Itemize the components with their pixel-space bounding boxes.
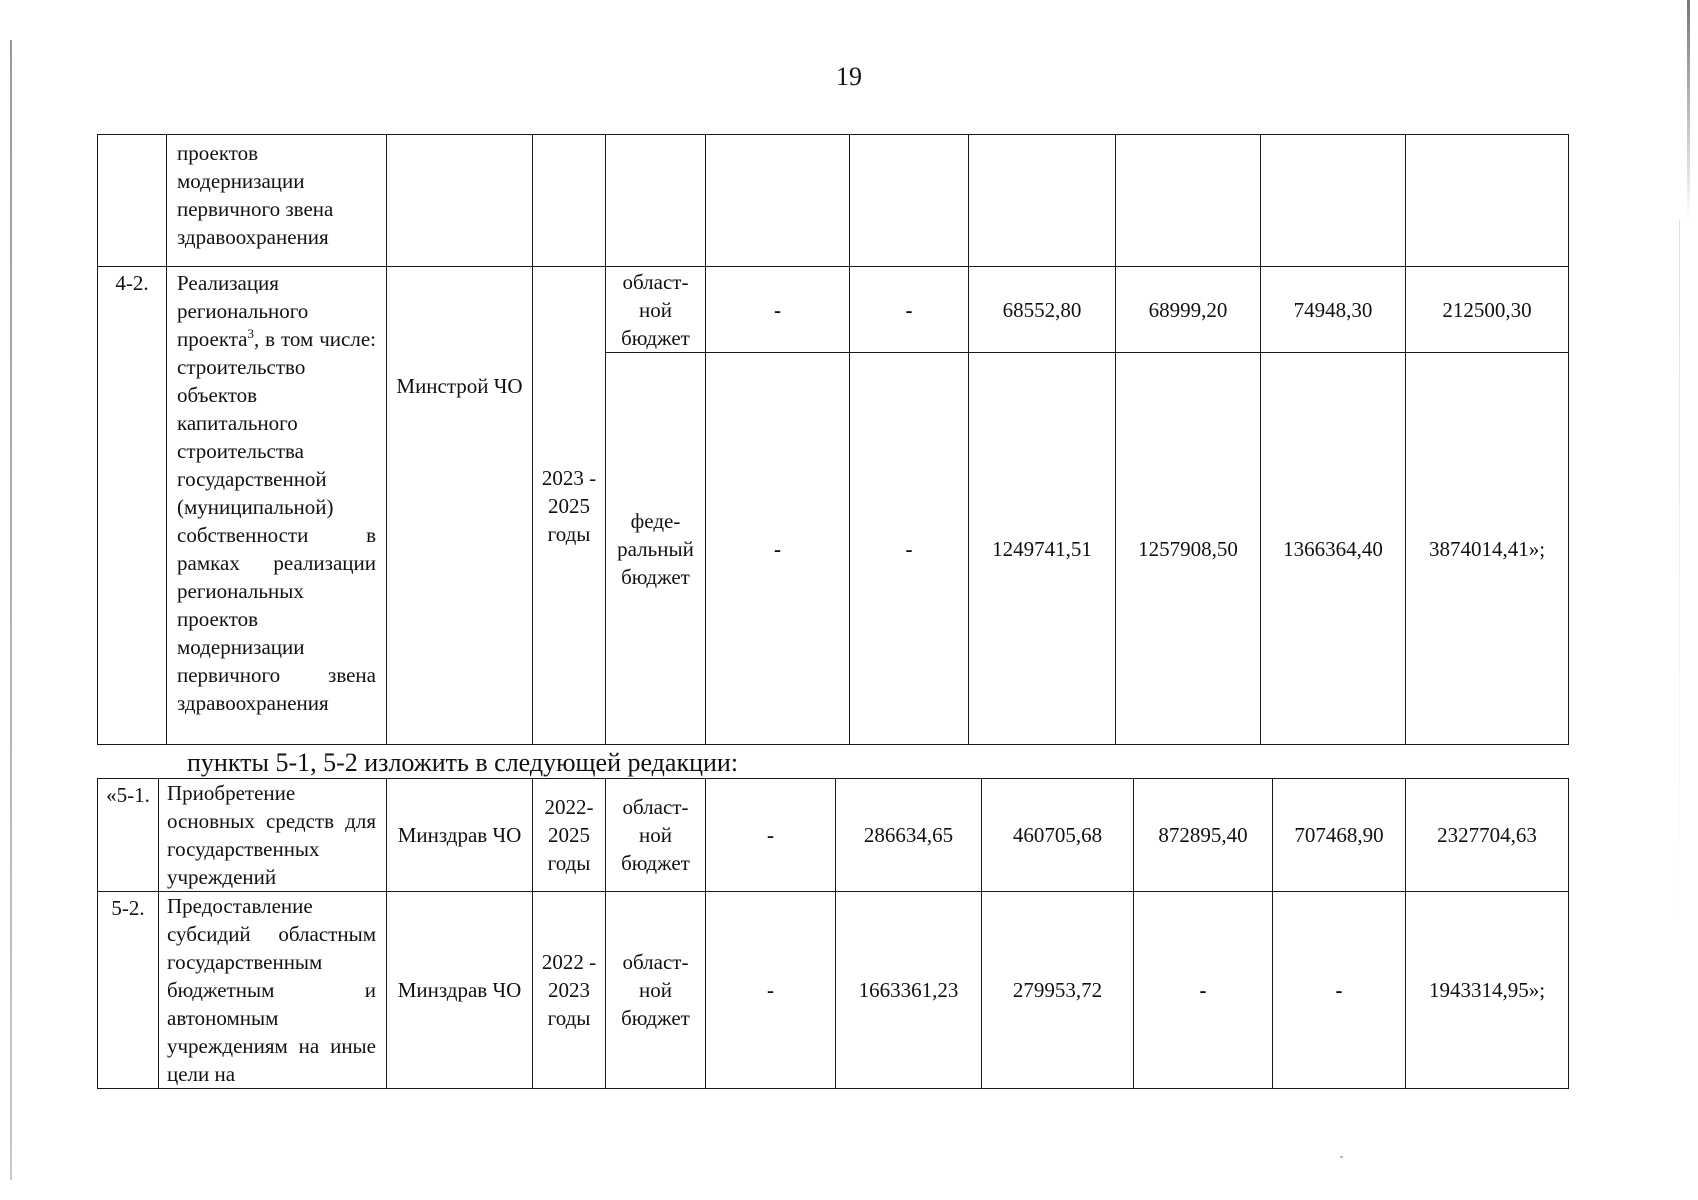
cell-name: Реализация регионального проекта$^3$, в том числе: строительство объектов капитального строительства государственной (муниципальной) собственности в рамках реализации региональных проектов модернизации первичного звена здравоохранения xyxy=(167,267,387,745)
table-row-continuation xyxy=(98,135,1569,267)
cell-num: «5-1. xyxy=(98,779,159,892)
cell-value: - xyxy=(850,267,969,353)
cell-value: 2327704,63 xyxy=(1406,779,1569,892)
cell-period: 2022- 2025 годы xyxy=(533,779,606,892)
cell-value: 68552,80 xyxy=(969,267,1116,353)
cell-name: Приобретение основных средств для государственных учреждений xyxy=(159,779,387,892)
cell-empty xyxy=(1116,135,1261,267)
cell-num: 5-2. xyxy=(98,892,159,1089)
cell-source: област- ной бюджет xyxy=(606,892,706,1089)
page-number: 19 xyxy=(836,62,862,91)
table-section-5 xyxy=(97,778,1569,1089)
scan-edge-right-faint xyxy=(1679,220,1680,920)
cell-num-empty xyxy=(98,135,167,267)
cell-value: 1257908,50 xyxy=(1116,353,1261,745)
table-section-4 xyxy=(97,134,1569,745)
cell-value: - xyxy=(1273,892,1406,1089)
cell-value: 212500,30 xyxy=(1406,267,1569,353)
cell-empty xyxy=(1261,135,1406,267)
cell-source: област- ной бюджет xyxy=(606,779,706,892)
cell-value: - xyxy=(1134,892,1273,1089)
scan-edge-left xyxy=(10,40,12,1180)
cell-executor: Минздрав ЧО xyxy=(387,779,533,892)
cell-value: 707468,90 xyxy=(1273,779,1406,892)
cell-period: 2023 - 2025 годы xyxy=(533,267,606,745)
cell-value: 279953,72 xyxy=(982,892,1134,1089)
cell-num: 4-2. xyxy=(98,267,167,745)
cell-value: 1943314,95»; xyxy=(1406,892,1569,1089)
cell-name: Предоставление субсидий областным государственным бюджетным и автономным учреждениям на иные цели на xyxy=(159,892,387,1089)
cell-value: - xyxy=(706,353,850,745)
cell-executor: Минстрой ЧО xyxy=(387,267,533,745)
cell-value: 1249741,51 xyxy=(969,353,1116,745)
cell-value: 74948,30 xyxy=(1261,267,1406,353)
cell-period: 2022 - 2023 годы xyxy=(533,892,606,1089)
cell-value: - xyxy=(850,353,969,745)
cell-value: 460705,68 xyxy=(982,779,1134,892)
cell-executor: Минздрав ЧО xyxy=(387,892,533,1089)
instruction-text: пункты 5-1, 5-2 изложить в следующей редакции: xyxy=(187,748,739,777)
cell-value: 872895,40 xyxy=(1134,779,1273,892)
table-row-5-2 xyxy=(98,892,1569,1089)
cell-value: - xyxy=(706,779,836,892)
cell-value: 286634,65 xyxy=(836,779,982,892)
cell-empty xyxy=(533,135,606,267)
cell-empty xyxy=(969,135,1116,267)
cell-name-continuation: проектов модернизации первичного звена здравоохранения xyxy=(167,135,387,267)
cell-source: област- ной бюджет xyxy=(606,267,706,353)
table-row-4-2-regional xyxy=(98,267,1569,353)
cell-empty xyxy=(706,135,850,267)
cell-value: - xyxy=(706,267,850,353)
cell-value: 1366364,40 xyxy=(1261,353,1406,745)
scan-speck xyxy=(1340,1156,1343,1158)
cell-empty xyxy=(387,135,533,267)
cell-empty xyxy=(606,135,706,267)
cell-value: 68999,20 xyxy=(1116,267,1261,353)
cell-value: - xyxy=(706,892,836,1089)
cell-value: 3874014,41»; xyxy=(1406,353,1569,745)
cell-value: 1663361,23 xyxy=(836,892,982,1089)
scan-edge-right xyxy=(1687,0,1690,220)
cell-empty xyxy=(850,135,969,267)
table-row-5-1 xyxy=(98,779,1569,892)
cell-source: феде- ральный бюджет xyxy=(606,353,706,745)
cell-empty xyxy=(1406,135,1569,267)
